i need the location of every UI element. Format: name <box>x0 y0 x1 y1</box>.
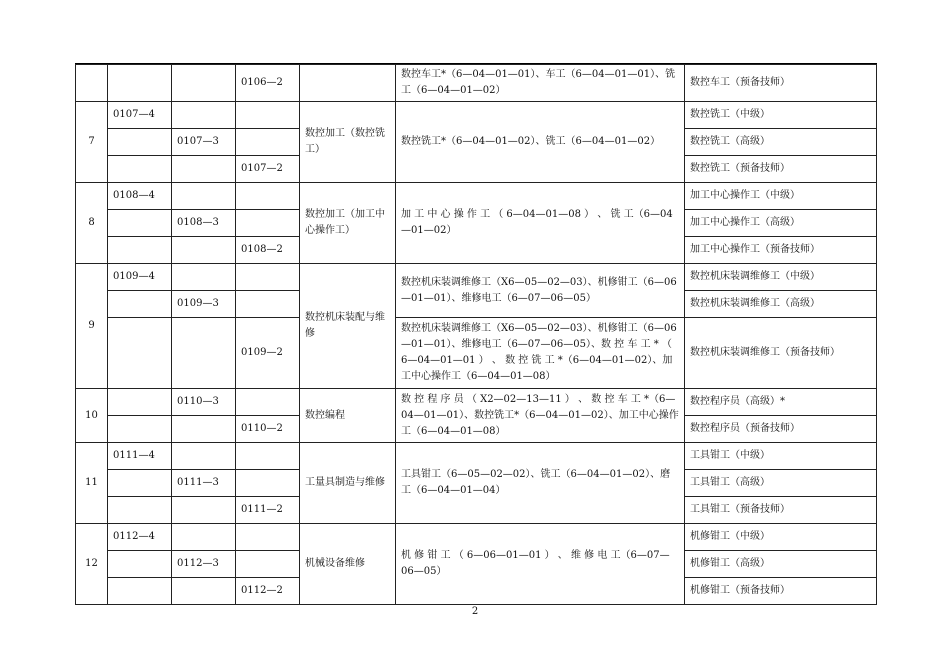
level3-code-cell <box>172 65 236 102</box>
certificate-level-cell: 数控车工（预备技师） <box>685 65 877 102</box>
empty-cell <box>108 129 172 156</box>
level2-code-cell: 0108—2 <box>236 237 300 264</box>
empty-cell <box>108 291 172 318</box>
empty-cell <box>172 102 236 129</box>
occupations-cell: 加 工 中 心 操 作 工 （ 6—04—01—08 ） 、 铣 工（6—04—01—02） <box>396 183 685 264</box>
certificate-level-cell: 数控铣工（中级） <box>685 102 877 129</box>
level3-code-cell: 0109—3 <box>172 291 236 318</box>
table-row <box>76 524 877 551</box>
level2-code-cell: 0110—2 <box>236 416 300 443</box>
empty-cell <box>236 210 300 237</box>
empty-cell <box>236 129 300 156</box>
empty-cell <box>236 470 300 497</box>
level3-code-cell: 0108—3 <box>172 210 236 237</box>
level4-code-cell: 0111—4 <box>108 443 172 470</box>
certificate-level-cell: 机修钳工（中级） <box>685 524 877 551</box>
certificate-level-cell: 数控程序员（预备技师） <box>685 416 877 443</box>
certificate-level-cell: 加工中心操作工（中级） <box>685 183 877 210</box>
empty-cell <box>172 264 236 291</box>
specialty-name-cell: 数控编程 <box>300 389 396 443</box>
occupations-cell: 机 修 钳 工 （ 6—06—01—01 ） 、 维 修 电 工（6—07—06—05） <box>396 524 685 605</box>
empty-cell <box>172 497 236 524</box>
occupations-cell: 数控机床装调维修工（X6—05—02—03）、机修钳工（6—06—01—01）、维修电工（6—07—06—05） <box>396 264 685 318</box>
empty-cell <box>172 416 236 443</box>
empty-cell <box>172 318 236 389</box>
level4-code-cell: 0107—4 <box>108 102 172 129</box>
row-number-cell: 8 <box>76 183 108 264</box>
empty-cell <box>108 497 172 524</box>
empty-cell <box>172 578 236 605</box>
table-row <box>76 389 877 416</box>
table-row <box>76 102 877 129</box>
page-number: 2 <box>471 606 479 617</box>
empty-cell <box>108 551 172 578</box>
row-number-cell: 7 <box>76 102 108 183</box>
occupations-cell: 数控车工*（6—04—01—01）、车工（6—04—01—01）、铣工（6—04—01—02） <box>396 65 685 102</box>
empty-cell <box>108 237 172 264</box>
level2-code-cell: 0111—2 <box>236 497 300 524</box>
row-number-cell: 10 <box>76 389 108 443</box>
occupations-cell: 数控机床装调维修工（X6—05—02—03）、机修钳工（6—06—01—01）、维修电工（6—07—06—05）、数 控 车 工 * （ 6—04—01—01 ） 、 数 控 铣 工 *（6—04—01—02）、加工中心操作工（6—04—01—08） <box>396 318 685 389</box>
empty-cell <box>236 264 300 291</box>
empty-cell <box>172 183 236 210</box>
table-row <box>76 443 877 470</box>
specialty-name-cell: 机械设备维修 <box>300 524 396 605</box>
table-row <box>76 264 877 291</box>
table-row <box>76 318 877 389</box>
level4-code-cell <box>108 65 172 102</box>
certificate-level-cell: 机修钳工（预备技师） <box>685 578 877 605</box>
certificate-level-cell: 加工中心操作工（高级） <box>685 210 877 237</box>
specialty-name-cell: 数控机床装配与维修 <box>300 264 396 389</box>
level4-code-cell: 0109—4 <box>108 264 172 291</box>
certificate-level-cell: 加工中心操作工（预备技师） <box>685 237 877 264</box>
empty-cell <box>236 389 300 416</box>
empty-cell <box>236 524 300 551</box>
table-row <box>76 183 877 210</box>
empty-cell <box>172 524 236 551</box>
empty-cell <box>236 443 300 470</box>
level3-code-cell: 0107—3 <box>172 129 236 156</box>
empty-cell <box>108 389 172 416</box>
row-number-cell: 12 <box>76 524 108 605</box>
specialty-table <box>75 64 877 605</box>
certificate-level-cell: 数控机床装调维修工（高级） <box>685 291 877 318</box>
level2-code-cell: 0112—2 <box>236 578 300 605</box>
row-number-cell: 11 <box>76 443 108 524</box>
certificate-level-cell: 工具钳工（预备技师） <box>685 497 877 524</box>
certificate-level-cell: 工具钳工（中级） <box>685 443 877 470</box>
occupations-cell: 数控铣工*（6—04—01—02）、铣工（6—04—01—02） <box>396 102 685 183</box>
empty-cell <box>236 291 300 318</box>
level2-code-cell: 0107—2 <box>236 156 300 183</box>
empty-cell <box>172 237 236 264</box>
empty-cell <box>236 102 300 129</box>
level2-code-cell: 0109—2 <box>236 318 300 389</box>
empty-cell <box>108 210 172 237</box>
empty-cell <box>236 551 300 578</box>
row-number-cell <box>76 65 108 102</box>
level3-code-cell: 0112—3 <box>172 551 236 578</box>
empty-cell <box>108 416 172 443</box>
empty-cell <box>172 443 236 470</box>
certificate-level-cell: 数控铣工（预备技师） <box>685 156 877 183</box>
empty-cell <box>236 183 300 210</box>
certificate-level-cell: 数控程序员（高级）* <box>685 389 877 416</box>
empty-cell <box>108 470 172 497</box>
row-number-cell: 9 <box>76 264 108 389</box>
occupations-cell: 数 控 程 序 员 （ X2—02—13—11 ） 、 数 控 车 工 *（6—04—01—01）、数控铣工*（6—04—01—02）、加工中心操作工（6—04—01—08） <box>396 389 685 443</box>
specialty-name-cell: 数控加工（数控铣工） <box>300 102 396 183</box>
empty-cell <box>172 156 236 183</box>
specialty-name-cell <box>300 65 396 102</box>
certificate-level-cell: 数控机床装调维修工（中级） <box>685 264 877 291</box>
occupations-cell: 工具钳工（6—05—02—02）、铣工（6—04—01—02）、磨工（6—04—01—04） <box>396 443 685 524</box>
certificate-level-cell: 数控铣工（高级） <box>685 129 877 156</box>
level2-code-cell: 0106—2 <box>236 65 300 102</box>
specialty-name-cell: 工量具制造与维修 <box>300 443 396 524</box>
empty-cell <box>108 318 172 389</box>
empty-cell <box>108 578 172 605</box>
certificate-level-cell: 数控机床装调维修工（预备技师） <box>685 318 877 389</box>
empty-cell <box>108 156 172 183</box>
level4-code-cell: 0108—4 <box>108 183 172 210</box>
level3-code-cell: 0110—3 <box>172 389 236 416</box>
certificate-level-cell: 工具钳工（高级） <box>685 470 877 497</box>
table-row <box>76 65 877 102</box>
level4-code-cell: 0112—4 <box>108 524 172 551</box>
level3-code-cell: 0111—3 <box>172 470 236 497</box>
certificate-level-cell: 机修钳工（高级） <box>685 551 877 578</box>
specialty-name-cell: 数控加工（加工中心操作工） <box>300 183 396 264</box>
